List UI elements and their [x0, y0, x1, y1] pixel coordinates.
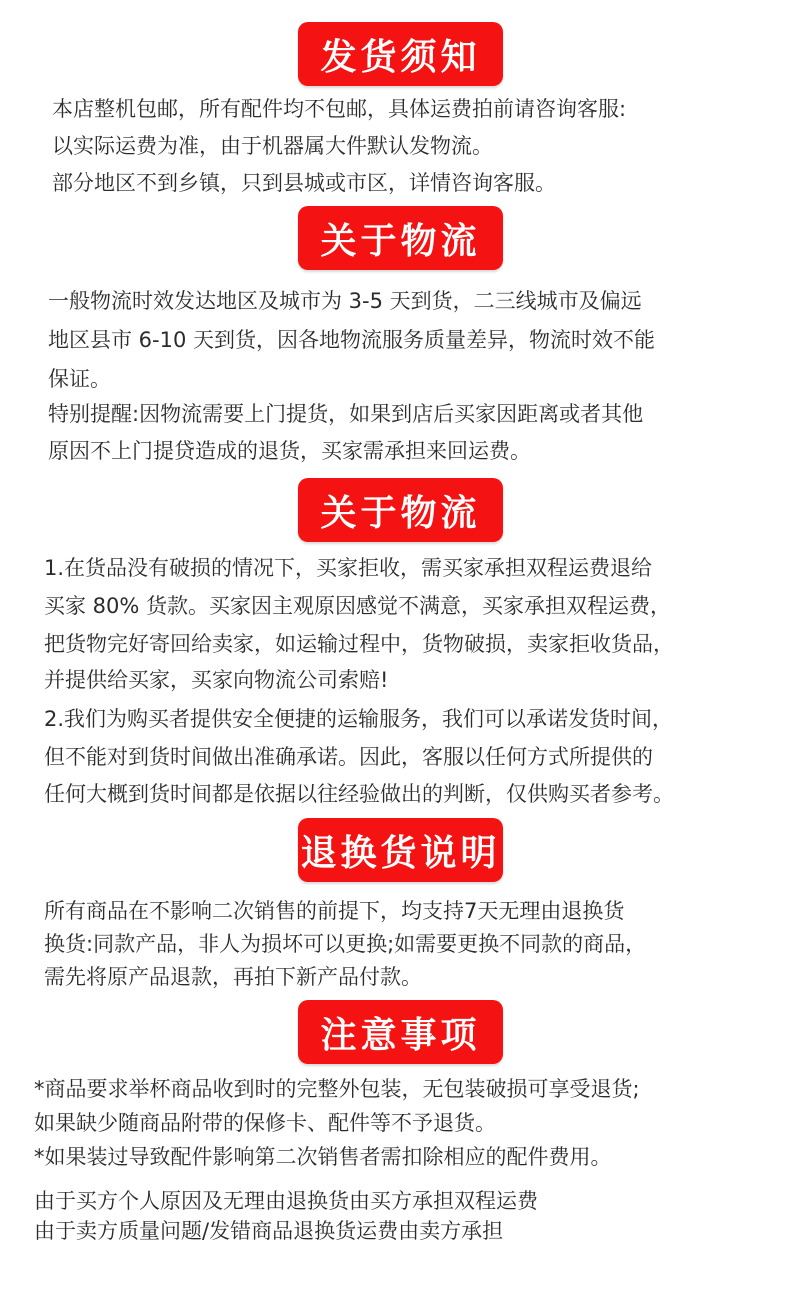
text-line: 以实际运费为准，由于机器属大件默认发物流。 [52, 134, 493, 158]
text-line: 2.我们为购买者提供安全便捷的运输服务，我们可以承诺发货时间， [44, 707, 674, 731]
footer-line: 由于卖方质量问题/发错商品退换货运费由卖方承担 [34, 1219, 504, 1243]
section-title-shipping-notice: 发货须知 [298, 22, 503, 86]
section-title-logistics-2: 关于物流 [298, 478, 503, 542]
text-line: 并提供给买家，买家向物流公司索赔! [44, 668, 389, 692]
text-line: 保证。 [48, 367, 111, 391]
text-line: 一般物流时效发达地区及城市为 3-5 天到货，二三线城市及偏远 [48, 289, 642, 313]
text-line: 买家 80% 货款。买家因主观原因感觉不满意，买家承担双程运费， [44, 594, 672, 618]
text-line: 特别提醒:因物流需要上门提货，如果到店后买家因距离或者其他 [48, 402, 644, 426]
text-line: 如果缺少随商品附带的保修卡、配件等不予退货。 [34, 1111, 496, 1135]
text-line: 任何大概到货时间都是依据以往经验做出的判断，仅供购买者参考。 [44, 782, 674, 806]
section-title-returns: 退换货说明 [298, 818, 503, 882]
section-title-notes: 注意事项 [298, 1000, 503, 1064]
text-line: 1.在货品没有破损的情况下，买家拒收，需买家承担双程运费退给 [44, 556, 653, 580]
text-line: 但不能对到货时间做出准确承诺。因此，客服以任何方式所提供的 [44, 745, 653, 769]
text-line: 换货:同款产品，非人为损坏可以更换;如需要更换不同款的商品， [44, 932, 647, 956]
text-line: 所有商品在不影响二次销售的前提下，均支持7天无理由退换货 [44, 899, 625, 923]
text-line: 地区县市 6-10 天到货，因各地物流服务质量差异，物流时效不能 [48, 328, 656, 352]
text-line: 把货物完好寄回给卖家，如运输过程中，货物破损，卖家拒收货品， [44, 632, 674, 656]
text-line: *如果装过导致配件影响第二次销售者需扣除相应的配件费用。 [34, 1145, 612, 1169]
text-line: 部分地区不到乡镇，只到县城或市区，详情咨询客服。 [52, 171, 556, 195]
text-line: 需先将原产品退款，再拍下新产品付款。 [44, 965, 422, 989]
text-line: *商品要求举杯商品收到时的完整外包装，无包装破损可享受退货; [34, 1077, 640, 1101]
text-line: 原因不上门提贷造成的退货，买家需承担来回运费。 [48, 439, 531, 463]
section-title-logistics: 关于物流 [298, 206, 503, 270]
footer-line: 由于买方个人原因及无理由退换货由买方承担双程运费 [34, 1189, 538, 1213]
text-line: 本店整机包邮，所有配件均不包邮，具体运费拍前请咨询客服: [52, 97, 627, 121]
